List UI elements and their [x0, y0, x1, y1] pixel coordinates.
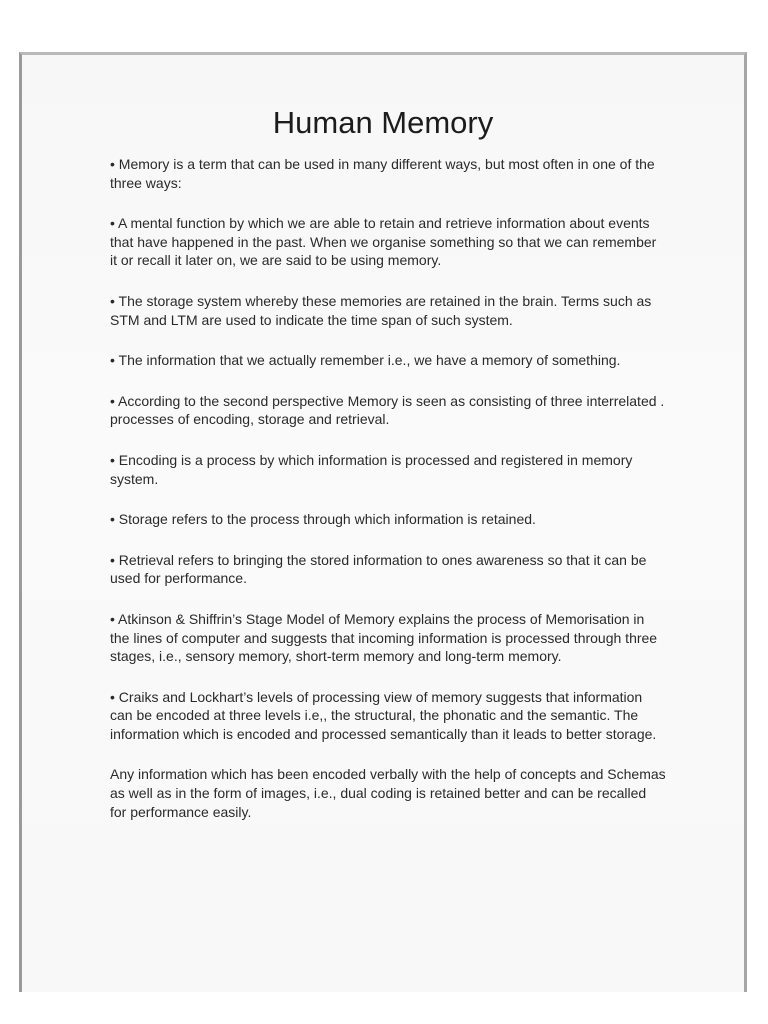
paragraph-encoding: • Encoding is a process by which information is processed and registered in memory system.	[110, 451, 633, 487]
page-title: Human Memory	[272, 105, 494, 140]
document-page	[19, 52, 747, 992]
paragraph-levels-of-processing: • Craiks and Lockhart’s levels of processing view of memory suggests that information can be encoded at three levels i.e,, the structural, the phonatic and the semantic. The information which is encoded and processed semantically than it leads to better storage.	[110, 688, 657, 742]
paragraph-information-remembered: • The information that we actually remember i.e., we have a memory of something.	[110, 352, 621, 369]
paragraph-mental-function: • A mental function by which we are able to retain and retrieve information about events that have happened in the past. When we organise something so that we can remember it or recall it later on, we are said to be using memory.	[110, 215, 657, 269]
paragraph-dual-coding: Any information which has been encoded verbally with the help of concepts and Schemas as well as in the form of images, i.e., dual coding is retained better and can be recalled for performance easily.	[110, 766, 666, 820]
paragraph-storage: • Storage refers to the process through which information is retained.	[110, 511, 536, 528]
paragraph-second-perspective: • According to the second perspective Memory is seen as consisting of three interrelated . processes of encoding, storage and retrieval.	[110, 392, 665, 428]
paragraph-retrieval: • Retrieval refers to bringing the stored information to ones awareness so that it can be used for performance.	[110, 551, 647, 587]
paragraph-stage-model: • Atkinson & Shiffrin’s Stage Model of Memory explains the process of Memorisation in the lines of computer and suggests that incoming information is processed through three stages, i.e., sensory memory, short-term memory and long-term memory.	[110, 610, 658, 665]
paragraph-intro: • Memory is a term that can be used in many different ways, but most often in one of the three ways:	[110, 156, 655, 191]
paragraph-storage-system: • The storage system whereby these memories are retained in the brain. Terms such as STM and LTM are used to indicate the time span of such system.	[110, 292, 652, 328]
document-body	[110, 155, 666, 843]
